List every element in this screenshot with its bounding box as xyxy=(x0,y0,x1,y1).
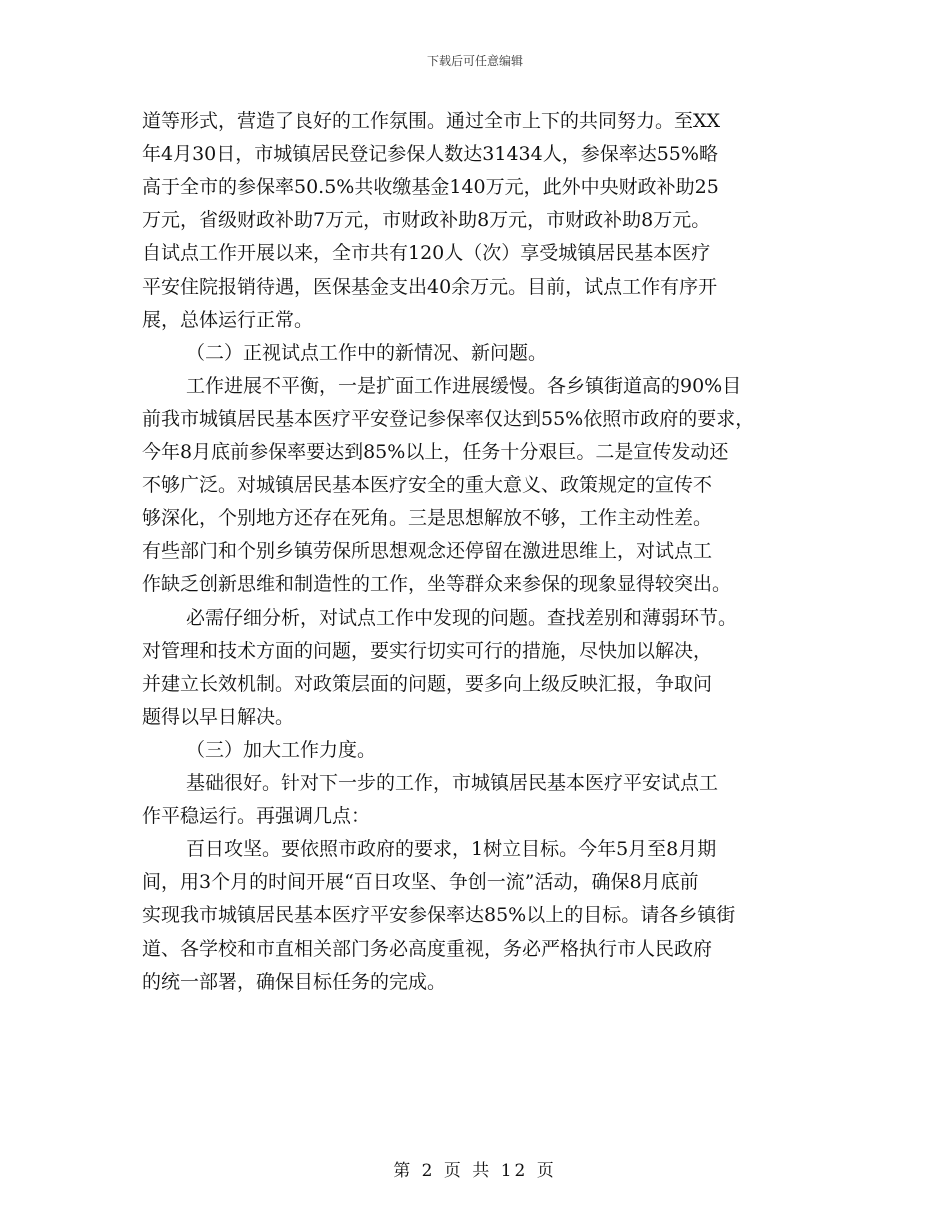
text-line: 题得以早日解决。 xyxy=(142,705,295,728)
text-line: 够深化，个别地方还存在死角。三是思想解放不够，工作主动性差。 xyxy=(142,507,713,530)
text-line: （二）正视试点工作中的新情况、新问题。 xyxy=(186,341,548,364)
text-line: 自试点工作开展以来，全市共有120人（次）享受城镇居民基本医疗 xyxy=(142,242,711,265)
text-line: 基础很好。针对下一步的工作，市城镇居民基本医疗平安试点工 xyxy=(186,772,719,794)
text-line: 道、各学校和市直相关部门务必高度重视，务必严格执行市人民政府 xyxy=(142,937,713,960)
text-line: 不够广泛。对城镇居民基本医疗安全的重大意义、政策规定的宣传不 xyxy=(142,474,713,497)
page-header: 下载后可任意编辑 xyxy=(426,54,523,68)
text-line: 有些部门和个别乡镇劳保所思想观念还停留在激进思维上，对试点工 xyxy=(142,540,713,563)
text-line: 并建立长效机制。对政策层面的问题，要多向上级反映汇报，争取问 xyxy=(142,672,713,695)
text-line: 工作进展不平衡，一是扩面工作进展缓慢。各乡镇街道高的90%目 xyxy=(186,374,742,397)
text-line: 今年8月底前参保率要达到85%以上，任务十分艰巨。二是宣传发动还 xyxy=(142,441,729,463)
text-line: 必需仔细分析，对试点工作中发现的问题。查找差别和薄弱环节。 xyxy=(186,606,738,629)
text-line: （三）加大工作力度。 xyxy=(186,738,377,761)
text-line: 的统一部署，确保目标任务的完成。 xyxy=(142,970,447,993)
text-line: 万元，省级财政补助7万元，市财政补助8万元，市财政补助8万元。 xyxy=(142,209,711,232)
text-line: 平安住院报销待遇，医保基金支出40余万元。目前，试点工作有序开 xyxy=(142,275,718,298)
page-footer: 第 2 页 共 12 页 xyxy=(393,1161,557,1181)
text-line: 作缺乏创新思维和制造性的工作，坐等群众来参保的现象显得较突出。 xyxy=(142,573,732,596)
text-line: 道等形式，营造了良好的工作氛围。通过全市上下的共同努力。至XX xyxy=(142,110,721,132)
text-line: 高于全市的参保率50.5%共收缴基金140万元，此外中央财政补助25 xyxy=(142,176,719,199)
text-line: 百日攻坚。要依照市政府的要求，1树立目标。今年5月至8月期 xyxy=(186,838,717,861)
text-line: 作平稳运行。再强调几点： xyxy=(142,805,371,828)
text-line: 实现我市城镇居民基本医疗平安参保率达85%以上的目标。请各乡镇街 xyxy=(142,904,736,927)
text-line: 前我市城镇居民基本医疗平安登记参保率仅达到55%依照市政府的要求， xyxy=(142,407,755,430)
text-line: 年4月30日，市城镇居民登记参保人数达31434人，参保率达55%略 xyxy=(142,143,718,166)
text-line: 间，用3个月的时间开展“百日攻坚、争创一流”活动，确保8月底前 xyxy=(142,871,699,894)
text-line: 对管理和技术方面的问题，要实行切实可行的措施，尽快加以解决， xyxy=(142,639,713,662)
text-line: 展，总体运行正常。 xyxy=(142,308,314,331)
